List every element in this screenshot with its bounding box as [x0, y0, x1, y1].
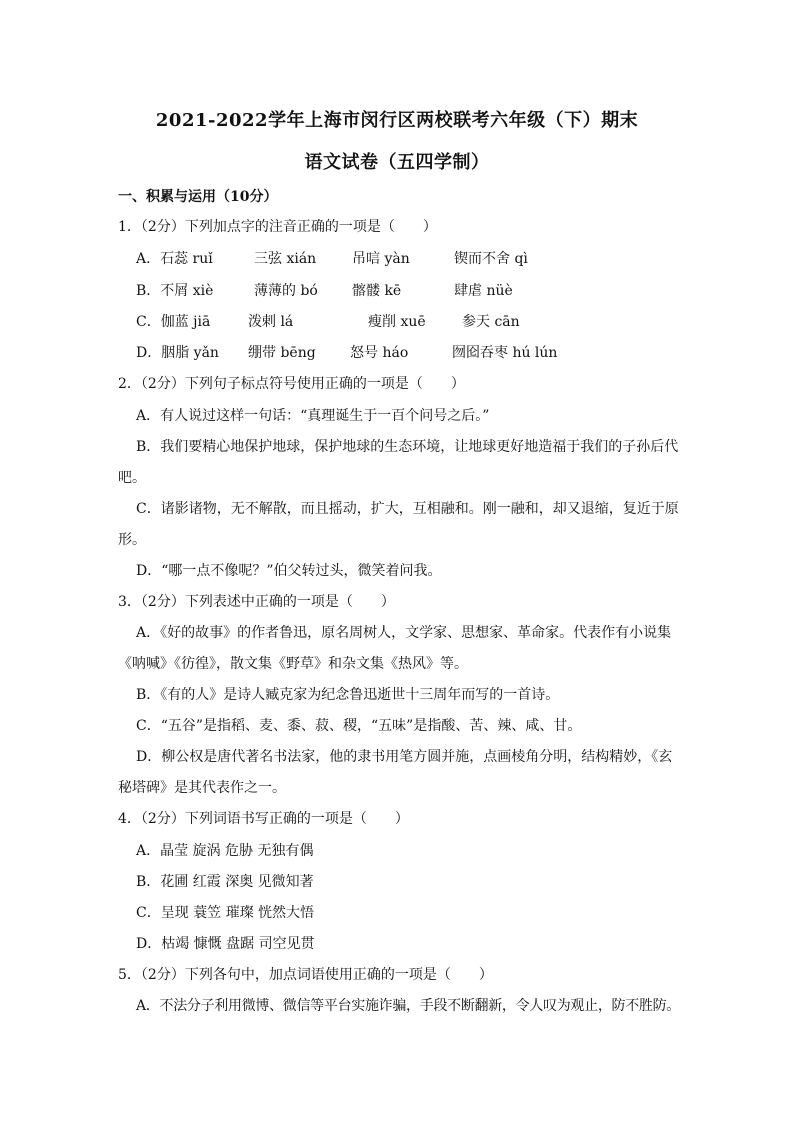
title-line-1: 2021-2022学年上海市闵行区两校联考六年级（下）期末	[155, 110, 639, 131]
q3-option-c: C．“五谷”是指稻、麦、黍、菽、稷，“五味”是指酸、苦、辣、咸、甘。	[136, 718, 582, 734]
q2-option-a: A．有人说过这样一句话：“真理诞生于一百个问号之后。”	[136, 408, 490, 424]
q1-d-1: D．胭脂 yǎn	[136, 345, 219, 361]
q3-option-d-line2: 秘塔碑》是其代表作之一。	[118, 780, 286, 796]
question-1-stem: 1．（2分）下列加点字的注音正确的一项是（ ）	[118, 219, 437, 235]
q4-option-d: D．枯竭 慷慨 盘踞 司空见贯	[136, 936, 315, 952]
q1-d-2: 绷带 bēng	[248, 345, 316, 361]
q3-option-d-line1: D．柳公权是唐代著名书法家，他的隶书用笔方圆并施，点画棱角分明，结构精妙，《玄	[136, 749, 673, 765]
q1-c-4: 参天 cān	[462, 314, 520, 330]
q1-a-1: A．石蕊 ruǐ	[136, 251, 213, 267]
q1-b-4: 肆虐 nüè	[454, 283, 513, 299]
q4-option-c: C．呈现 蓑笠 璀璨 恍然大悟	[136, 905, 315, 921]
q2-option-b-line1: B．我们要精心地保护地球，保护地球的生态环境，让地球更好地造福于我们的子孙后代	[136, 439, 679, 455]
q1-b-1: B．不屑 xiè	[136, 283, 214, 299]
q3-option-b: B．《有的人》是诗人臧克家为纪念鲁迅逝世十三周年而写的一首诗。	[136, 687, 560, 703]
q1-d-3: 怒号 háo	[350, 345, 409, 361]
q2-option-c-line1: C．诸影诸物，无不解散，而且摇动，扩大，互相融和。刚一融和，却又退缩，复近于原	[136, 501, 679, 517]
question-3-stem: 3．（2分）下列表述中正确的一项是（ ）	[118, 594, 395, 610]
q2-option-c-line2: 形。	[118, 532, 146, 548]
q5-option-a: A．不法分子利用微博、微信等平台实施诈骗，手段不断翻新，令人叹为观止，防不胜防。	[136, 998, 680, 1014]
q4-option-b: B．花圃 红霞 深奥 见微知著	[136, 874, 314, 890]
q1-b-2: 薄薄的 bó	[254, 283, 318, 299]
q1-d-4: 囫囵吞枣 hú lún	[452, 345, 558, 361]
q4-option-a: A．晶莹 旋涡 危胁 无独有偶	[136, 843, 314, 859]
title-line-2: 语文试卷（五四学制）	[304, 152, 490, 173]
question-4-stem: 4．（2分）下列词语书写正确的一项是（ ）	[118, 811, 409, 827]
q1-c-2: 泼剌 lá	[248, 314, 294, 330]
q3-option-a-line2: 《呐喊》《彷徨》，散文集《野草》和杂文集《热风》等。	[118, 656, 468, 672]
section-heading: 一、积累与运用（10分）	[118, 189, 278, 205]
q2-option-d: D．“哪一点不像呢？”伯父转过头，微笑着问我。	[136, 563, 442, 579]
q2-option-b-line2: 吧。	[118, 470, 146, 486]
question-2-stem: 2．（2分）下列句子标点符号使用正确的一项是（ ）	[118, 376, 465, 392]
q1-a-2: 三弦 xián	[254, 251, 317, 267]
q1-a-3: 吊唁 yàn	[352, 251, 410, 267]
q3-option-a-line1: A．《好的故事》的作者鲁迅，原名周树人，文学家、思想家、革命家。代表作有小说集	[136, 625, 672, 641]
q1-a-4: 锲而不舍 qì	[454, 251, 528, 267]
q1-c-3: 瘦削 xuē	[368, 314, 426, 330]
q1-c-1: C．伽蓝 jiā	[136, 314, 211, 330]
q1-b-3: 髂髅 kē	[352, 283, 402, 299]
question-5-stem: 5．（2分）下列各句中，加点词语使用正确的一项是（ ）	[118, 967, 493, 983]
